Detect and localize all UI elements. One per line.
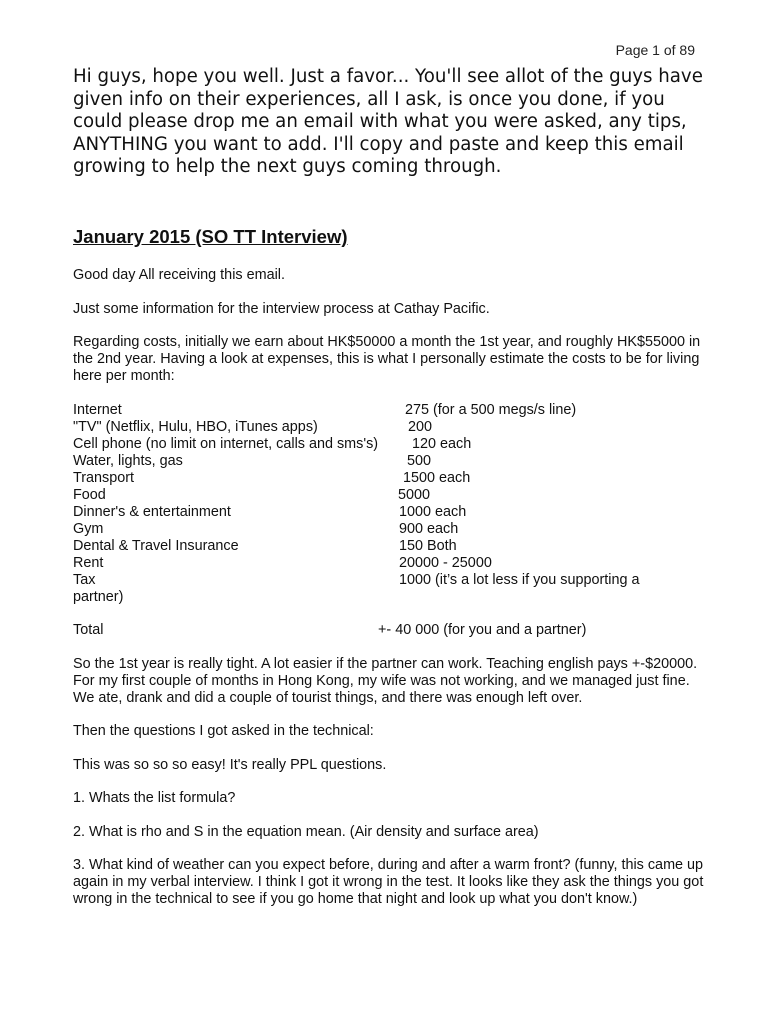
cost-amount: 1000 (it’s a lot less if you supporting a (399, 571, 640, 588)
cost-amount: 1000 each (399, 503, 467, 520)
cost-row (73, 572, 713, 606)
cost-row (73, 402, 713, 419)
greeting-paragraph: Good day All receiving this email. (73, 267, 285, 283)
costs-intro-paragraph: Regarding costs, initially we earn about HK$50000 a month the 1st year, and roughly HK$55000 in the 2nd year. Having a look at expenses, this is what I personally estimate the costs to be for living here per month: (73, 334, 701, 384)
document-body (73, 267, 713, 925)
cost-amount: 20000 - 25000 (399, 554, 492, 571)
cost-row (73, 538, 713, 555)
cost-amount: 150 Both (399, 537, 457, 554)
cost-row (73, 453, 713, 470)
total-label: Total (73, 622, 104, 638)
cost-item: Gym (73, 520, 104, 537)
cost-row (73, 521, 713, 538)
cost-row (73, 419, 713, 436)
total-row (73, 622, 713, 639)
cost-item: Water, lights, gas (73, 452, 183, 469)
first-year-paragraph: So the 1st year is really tight. A lot easier if the partner can work. Teaching english pays +-$20000. For my first couple of months in Hong Kong, my wife was not working, and we managed just fine. We ate, drank and did a couple of tourist things, and there was enough left over. (73, 655, 698, 706)
cost-amount: 120 each (412, 435, 472, 452)
cost-row (73, 436, 713, 453)
cost-amount: 275 (for a 500 megs/s line) (405, 401, 577, 418)
easy-paragraph: This was so so so easy! It's really PPL questions. (73, 756, 387, 773)
cost-row (73, 470, 713, 487)
cost-item: Transport (73, 469, 135, 486)
cost-item: Dinner's & entertainment (73, 503, 231, 520)
cost-item: Food (73, 486, 106, 503)
question-3: 3. What kind of weather can you expect before, during and after a warm front? (funny, this came up again in my verbal interview. I think I got it wrong in the test. It looks like they ask the things you got wrong in the technical to see if you go home that night and look up what you don't know.) (73, 857, 704, 907)
question-1: 1. Whats the list formula? (73, 790, 236, 806)
cost-amount: 5000 (398, 486, 431, 503)
total-amount: +- 40 000 (for you and a partner) (378, 622, 587, 638)
cost-amount: 500 (407, 452, 432, 469)
cost-item: Cell phone (no limit on internet, calls and sms's) (73, 435, 379, 452)
cost-row (73, 504, 713, 521)
cost-item: "TV" (Netflix, Hulu, HBO, iTunes apps) (73, 418, 318, 435)
cost-amount-continued: partner) (73, 588, 124, 605)
cost-item: Internet (73, 401, 122, 418)
technical-questions-intro: Then the questions I got asked in the technical: (73, 723, 374, 739)
intro-paragraph: Hi guys, hope you well. Just a favor... You'll see allot of the guys have given info on their experiences, all I ask, is once you done, if you could please drop me an email with what you were asked, any tips, ANYTHING you want to add. I'll copy and paste and keep this email growing to help the next guys coming through. (73, 66, 703, 177)
section-heading: January 2015 (SO TT Interview) (73, 226, 348, 247)
cost-item: Rent (73, 554, 104, 571)
cost-amount: 1500 each (403, 469, 471, 486)
page-number: Page 1 of 89 (615, 42, 695, 58)
cost-row (73, 487, 713, 504)
cost-item: Dental & Travel Insurance (73, 537, 239, 554)
intro-info-paragraph: Just some information for the interview process at Cathay Pacific. (73, 300, 490, 317)
cost-row (73, 555, 713, 572)
cost-item: Tax (73, 571, 96, 588)
question-2: 2. What is rho and S in the equation mean. (Air density and surface area) (73, 823, 539, 840)
cost-amount: 900 each (399, 520, 459, 537)
cost-list (73, 402, 713, 606)
cost-amount: 200 (408, 418, 433, 435)
